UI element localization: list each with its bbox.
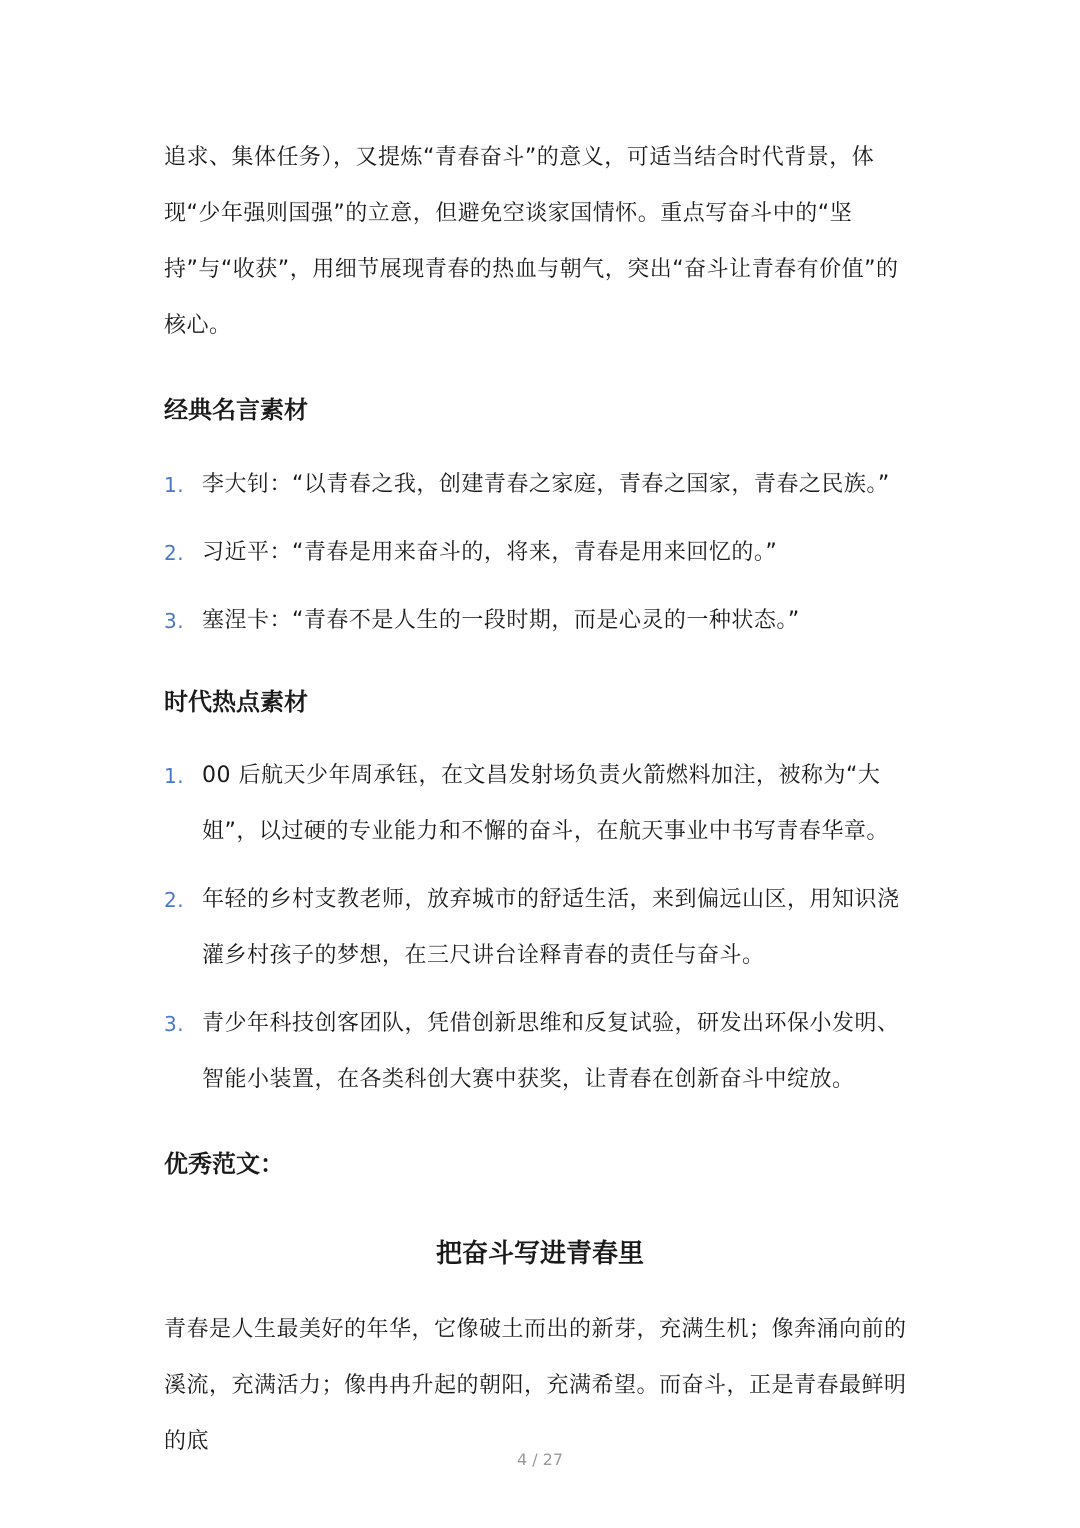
list-item (164, 872, 909, 984)
hot-topic-text: 00 后航天少年周承钰，在文昌发射场负责火箭燃料加注，被称为“大姐”，以过硬的专业能力和不懈的奋斗，在航天事业中书写青春华章。 (202, 763, 889, 844)
list-number: 1. (164, 764, 185, 788)
list-item (164, 537, 909, 605)
list-item (164, 469, 909, 537)
essay-title: 把奋斗写进青春里 (435, 1239, 644, 1269)
hot-topic-text: 青少年科技创客团队，凭借创新思维和反复试验，研发出环保小发明、智能小装置，在各类科创大赛中获奖，让青春在创新奋斗中绽放。 (202, 1011, 900, 1092)
hot-topics-list (164, 748, 909, 1120)
list-item (164, 605, 909, 673)
list-number: 3. (164, 609, 185, 633)
essay-paragraph: 青春是人生最美好的年华，它像破土而出的新芽，充满生机；像奔涌向前的溪流，充满活力；像冉冉升起的朝阳，充满希望。而奋斗，正是青春最鲜明的底 (164, 1317, 907, 1454)
list-number: 2. (164, 541, 185, 565)
quote-text: 塞涅卡：“青春不是人生的一段时期，而是心灵的一种状态。” (202, 608, 800, 633)
list-number: 3. (164, 1012, 185, 1036)
essay-heading: 优秀范文： (164, 1150, 284, 1178)
quote-text: 李大钊：“以青春之我，创建青春之家庭，青春之国家，青春之民族。” (202, 472, 890, 497)
page-number: 4 / 27 (516, 1450, 564, 1469)
quote-text: 习近平：“青春是用来奋斗的，将来，青春是用来回忆的。” (202, 540, 778, 565)
quotes-heading: 经典名言素材 (164, 396, 308, 424)
list-number: 1. (164, 473, 185, 497)
hot-topics-heading: 时代热点素材 (164, 688, 308, 716)
list-number: 2. (164, 888, 185, 912)
intro-paragraph: 追求、集体任务），又提炼“青春奋斗”的意义，可适当结合时代背景，体现“少年强则国强”的立意，但避免空谈家国情怀。重点写奋斗中的“坚持”与“收获”，用细节展现青春的热血与朝气，突出“奋斗让青春有价值”的核心。 (164, 145, 899, 338)
list-item (164, 996, 909, 1108)
quotes-list (164, 469, 909, 673)
hot-topic-text: 年轻的乡村支教老师，放弃城市的舒适生活，来到偏远山区，用知识浇灌乡村孩子的梦想，在三尺讲台诠释青春的责任与奋斗。 (202, 887, 900, 968)
list-item (164, 748, 909, 860)
